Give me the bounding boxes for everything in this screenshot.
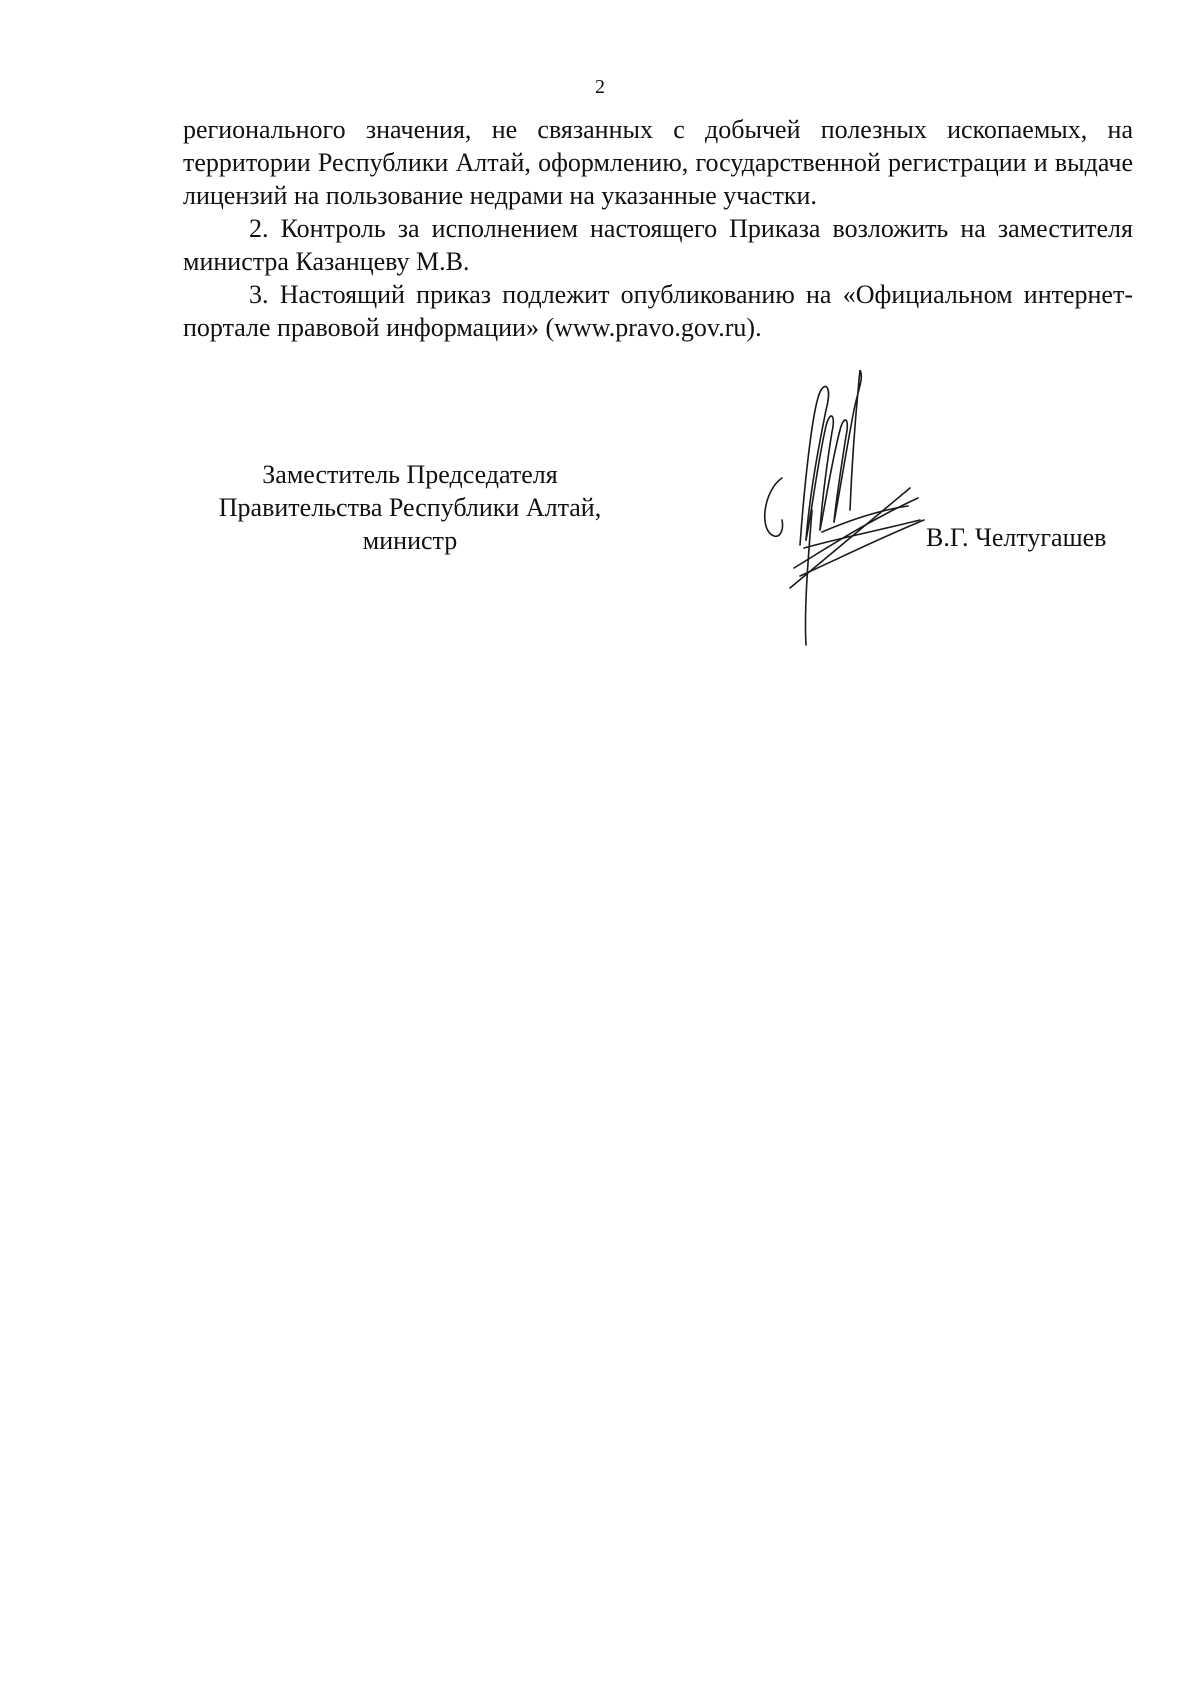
paragraph-item-3: 3. Настоящий приказ подлежит опубликованию на «Официальном интернет-портале правовой информации» (www.pravo.gov.ru).	[183, 280, 1133, 342]
signatory-title-line: Заместитель Председателя	[262, 460, 558, 489]
document-body	[183, 113, 1133, 344]
signer-name: В.Г. Челтугашев	[926, 523, 1107, 552]
paragraph-continuation: регионального значения, не связанных с добычей полезных ископаемых, на территории Республики Алтай, оформлению, государственной регистрации и выдаче лицензий на пользование недрами на указанные участки.	[183, 115, 1133, 210]
paragraph-item-2: 2. Контроль за исполнением настоящего Приказа возложить на заместителя министра Казанцеву М.В.	[183, 214, 1133, 276]
signatory-title	[160, 458, 660, 557]
handwritten-signature	[760, 370, 940, 650]
signatory-title-line: Правительства Республики Алтай,	[218, 493, 602, 522]
signatory-title-line: министр	[362, 526, 458, 555]
page-number: 2	[595, 76, 605, 98]
